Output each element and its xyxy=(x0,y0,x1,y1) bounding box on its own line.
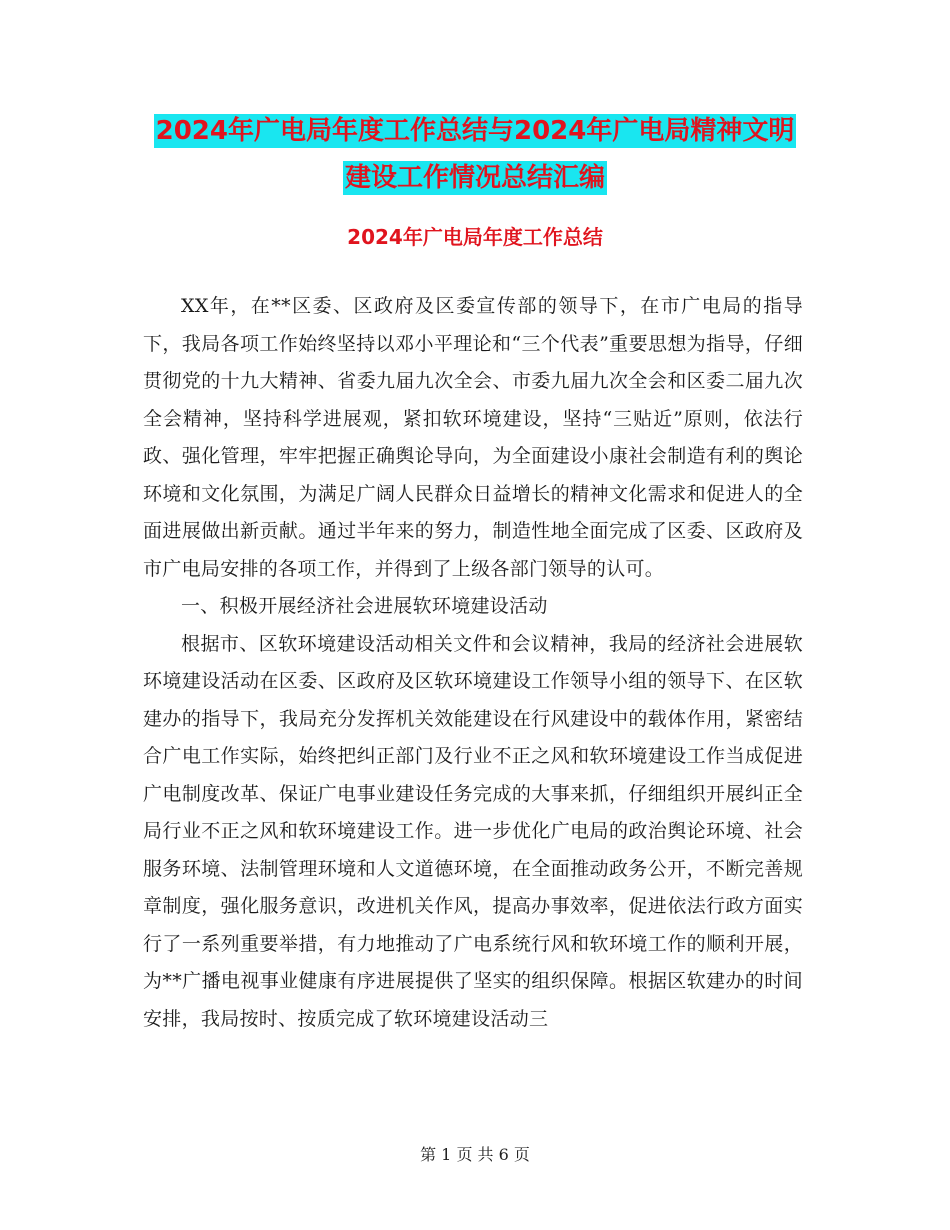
body-text xyxy=(143,288,803,1038)
main-title-line-1: 2024年广电局年度工作总结与2024年广电局精神文明 xyxy=(155,116,795,146)
paragraph-heading-1: 一、积极开展经济社会进展软环境建设活动 xyxy=(181,595,548,617)
page-footer: 第 1 页 共 6 页 xyxy=(420,1145,530,1164)
section-title: 2024年广电局年度工作总结 xyxy=(347,225,603,249)
main-title-line-2: 建设工作情况总结汇编 xyxy=(344,163,605,193)
paragraph-intro: XX年，在**区委、区政府及区委宣传部的领导下，在市广电局的指导下，我局各项工作始终坚持以邓小平理论和“三个代表”重要思想为指导，仔细贯彻党的十九大精神、省委九届九次全会、市委九届九次全会和区委二届九次全会精神，坚持科学进展观，紧扣软环境建设，坚持“三贴近”原则，依法行政、强化管理，牢牢把握正确舆论导向，为全面建设小康社会制造有利的舆论环境和文化氛围，为满足广阔人民群众日益增长的精神文化需求和促进人的全面进展做出新贡献。通过半年来的努力，制造性地全面完成了区委、区政府及市广电局安排的各项工作，并得到了上级各部门领导的认可。 xyxy=(143,295,803,580)
paragraph-soft-environment: 根据市、区软环境建设活动相关文件和会议精神，我局的经济社会进展软环境建设活动在区委、区政府及区软环境建设工作领导小组的领导下、在区软建办的指导下，我局充分发挥机关效能建设在行风建设中的载体作用，紧密结合广电工作实际，始终把纠正部门及行业不正之风和软环境建设工作当成促进广电制度改革、保证广电事业建设任务完成的大事来抓，仔细组织开展纠正全局行业不正之风和软环境建设工作。进一步优化广电局的政治舆论环境、社会服务环境、法制管理环境和人文道德环境，在全面推动政务公开，不断完善规章制度，强化服务意识，改进机关作风，提高办事效率，促进依法行政方面实行了一系列重要举措，有力地推动了广电系统行风和软环境工作的顺利开展，为**广播电视事业健康有序进展提供了坚实的组织保障。根据区软建办的时间安排，我局按时、按质完成了软环境建设活动三 xyxy=(143,632,803,1030)
main-title xyxy=(0,108,950,202)
